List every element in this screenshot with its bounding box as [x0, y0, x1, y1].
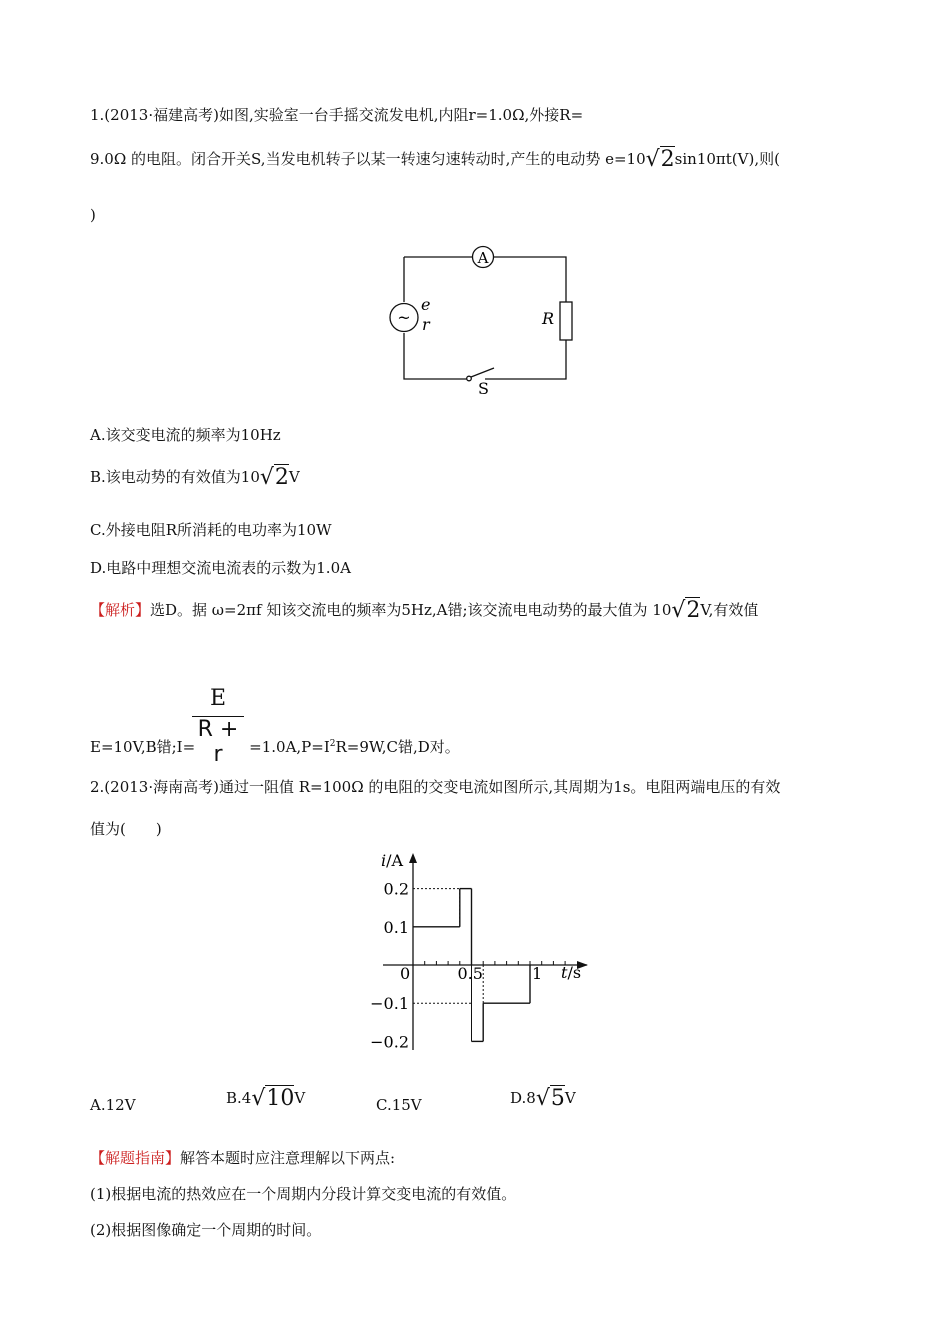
sqrt-expression: √5 [535, 1086, 565, 1111]
x-tick-label: 0.5 [457, 964, 483, 983]
fraction-numerator: E [209, 686, 227, 711]
q2-option-c: C.15V [376, 1096, 422, 1114]
q1-analysis-line2: E=10V,B错;I= $=1.0A,P=I^2R=9W,C$错,D对。 [90, 738, 460, 756]
q1-option-c: C.外接电阻R所消耗的电功率为10W [90, 521, 332, 539]
emf-label: e [421, 295, 431, 314]
analysis-tag: 【解析】 [90, 601, 151, 619]
guide-tag: 【解题指南】 [90, 1149, 181, 1167]
q1-option-b: B.该电动势的有效值为10√2V [90, 465, 300, 490]
q1-option-d: D.电路中理想交流电流表的示数为1.0A [90, 559, 351, 577]
q2-guide: 【解题指南】解答本题时应注意理解以下两点: [90, 1149, 396, 1167]
y-tick-label: −0.1 [370, 994, 409, 1014]
x-axis-label: t/s [561, 963, 582, 982]
q1-stem-line1: 1.(2013·福建高考)如图,实验室一台手摇交流发电机,内阻r=1.0Ω,外接R= [90, 106, 584, 124]
q2-option-a: A.12V [90, 1096, 136, 1114]
q1-analysis-line1: 【解析】选D。据 ω=2πf 知该交流电的频率为5Hz,A错;该交流电电动势的最大值为 10√2V,有效值 [90, 598, 759, 623]
q2-option-b: B.4√10V [226, 1086, 306, 1111]
resistor-symbol [560, 302, 572, 340]
q2-stem-line1: 2.(2013·海南高考)通过一阻值 R=100Ω 的电阻的交变电流如图所示,其周期为1s。电阻两端电压的有效 [90, 778, 781, 796]
ammeter-label: A [477, 249, 489, 267]
resistor-label: R [542, 309, 555, 328]
q2-point-1: (1)根据电流的热效应在一个周期内分段计算交变电流的有效值。 [90, 1185, 517, 1203]
q1-stem-line2: 9.0Ω 的电阻。闭合开关S,当发电机转子以某一转速匀速转动时,产生的电动势 e=10√2sin10πt(V),则( [90, 147, 780, 172]
source-symbol-label: ~ [397, 308, 411, 327]
current-time-graph [355, 848, 595, 1058]
internal-resistance-label: r [422, 315, 430, 334]
switch-label: S [478, 379, 489, 396]
circuit-wire-left [404, 257, 467, 379]
y-tick-label: −0.2 [370, 1032, 409, 1052]
x-tick-label: 1 [532, 964, 543, 983]
sqrt-expression: √2 [671, 598, 701, 623]
q2-point-2: (2)根据图像确定一个周期的时间。 [90, 1221, 322, 1239]
q1-stem-line3: ) [90, 206, 96, 224]
q1-option-a: A.该交变电流的频率为10Hz [90, 426, 281, 444]
y-axis-label: i/A [381, 851, 404, 870]
x-tick-label: 0 [400, 964, 411, 983]
y-tick-label: 0.1 [383, 917, 409, 937]
y-axis-arrow [409, 853, 417, 863]
y-tick-label: 0.2 [383, 879, 409, 899]
circuit-diagram [385, 244, 585, 396]
sqrt-expression: √10 [251, 1086, 295, 1111]
sqrt-expression: √2 [259, 465, 289, 490]
q2-option-d: D.8√5V [510, 1086, 576, 1111]
sqrt-expression: √2 [645, 147, 675, 172]
switch-contact [467, 376, 472, 381]
fraction-denominator: R + r [197, 717, 239, 767]
switch-lever [471, 368, 494, 377]
q2-stem-line2: 值为( ) [90, 820, 162, 838]
